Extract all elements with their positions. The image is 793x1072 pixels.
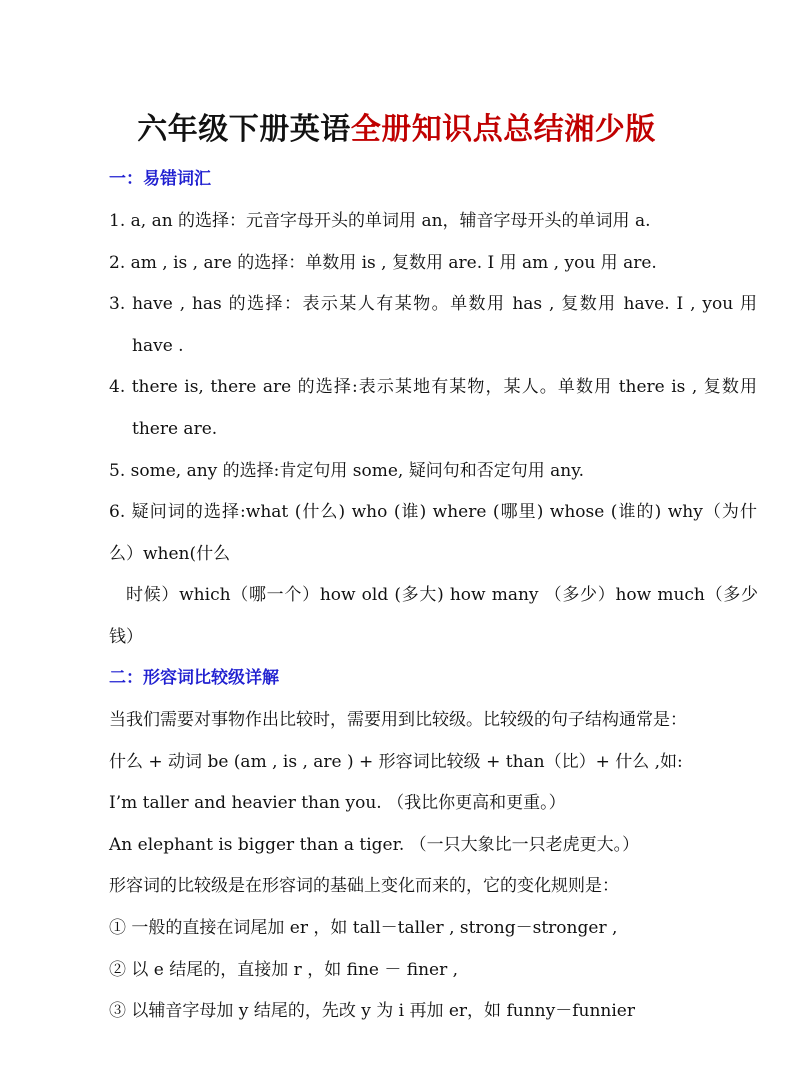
paragraph-line: 时候）which（哪一个）how old (多大) how many （多少）how much（多少: [126, 585, 758, 605]
paragraph-line: ③ 以辅音字母加 y 结尾的，先改 y 为 i 再加 er，如 funny－funnier: [109, 1001, 635, 1021]
paragraph-line: ② 以 e 结尾的，直接加 r ，如 fine － finer ,: [109, 960, 459, 980]
paragraph-line: there are.: [132, 419, 218, 439]
title-black-part: 六年级下册英语: [137, 112, 351, 147]
paragraph-line: 4. there is, there are 的选择:表示某地有某物，某人。单数用 there is , 复数用: [109, 377, 757, 397]
paragraph-line: An elephant is bigger than a tiger. （一只大象比一只老虎更大。）: [109, 835, 640, 855]
paragraph-line: ① 一般的直接在词尾加 er ，如 tall－taller , strong－stronger ,: [109, 918, 618, 938]
paragraph-line: 6. 疑问词的选择:what (什么) who (谁) where (哪里) whose (谁的) why（为什: [109, 502, 757, 522]
page-title: [0, 104, 793, 148]
paragraph-line: 当我们需要对事物作出比较时，需要用到比较级。比较级的句子结构通常是：: [109, 710, 687, 730]
paragraph-line: 形容词的比较级是在形容词的基础上变化而来的，它的变化规则是：: [109, 876, 619, 896]
paragraph-line: have .: [132, 336, 184, 356]
section-heading-vocabulary: 一：易错词汇: [109, 169, 211, 189]
paragraph-line: 5. some, any 的选择:肯定句用 some, 疑问句和否定句用 any.: [109, 461, 584, 481]
section-heading-comparatives: 二：形容词比较级详解: [109, 668, 279, 688]
paragraph-line: 1. a, an 的选择：元音字母开头的单词用 an，辅音字母开头的单词用 a.: [109, 211, 651, 231]
paragraph-line: 钱）: [109, 627, 143, 647]
title-red-part: 全册知识点总结湘少版: [350, 112, 656, 147]
paragraph-line: 什么 + 动词 be (am , is , are ) + 形容词比较级 + than（比）+ 什么 ,如:: [109, 752, 683, 772]
paragraph-line: 2. am , is , are 的选择：单数用 is , 复数用 are. I 用 am , you 用 are.: [109, 253, 657, 273]
paragraph-line: I’m taller and heavier than you. （我比你更高和更重。）: [109, 793, 566, 813]
paragraph-line: 3. have , has 的选择：表示某人有某物。单数用 has , 复数用 have. I , you 用: [109, 294, 757, 314]
paragraph-line: 么）when(什么: [109, 544, 231, 564]
